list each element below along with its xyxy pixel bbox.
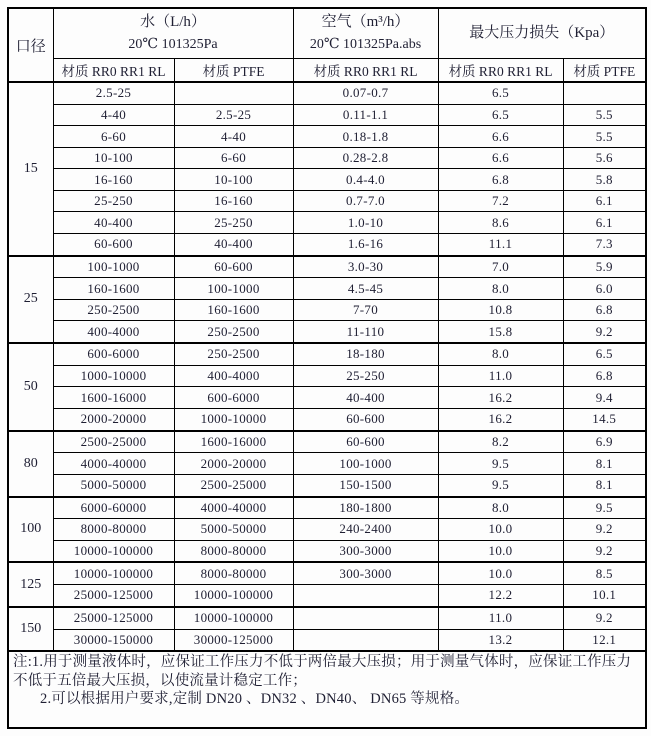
table-row (8, 299, 646, 321)
header-material-water-rr: 材质 RR0 RR1 RL (53, 58, 174, 82)
air-rr-value: 7-70 (293, 299, 438, 321)
water-ptfe-value (174, 82, 293, 104)
pressure-rr-value: 10.0 (438, 562, 563, 584)
air-rr-value: 0.7-7.0 (293, 190, 438, 212)
header-material-water-ptfe: 材质 PTFE (174, 58, 293, 82)
diameter-value: 50 (8, 343, 53, 430)
water-ptfe-value: 4-40 (174, 126, 293, 148)
pressure-rr-value: 15.8 (438, 321, 563, 343)
air-rr-value: 3.0-30 (293, 256, 438, 278)
pressure-ptfe-value: 5.6 (563, 147, 646, 169)
water-ptfe-value: 1000-10000 (174, 408, 293, 430)
header-water (53, 8, 293, 58)
water-ptfe-value: 2500-25000 (174, 474, 293, 496)
air-subtitle: 20℃ 101325Pa.abs (309, 36, 422, 52)
air-rr-value: 1.0-10 (293, 212, 438, 234)
pressure-ptfe-value: 6.1 (563, 212, 646, 234)
pressure-rr-value: 7.0 (438, 256, 563, 278)
water-rr-value: 250-2500 (53, 299, 174, 321)
air-rr-value: 0.28-2.8 (293, 147, 438, 169)
pressure-rr-value: 10.8 (438, 299, 563, 321)
pressure-rr-value: 6.5 (438, 82, 563, 104)
table-header (8, 8, 646, 82)
air-rr-value: 100-1000 (293, 453, 438, 475)
pressure-ptfe-value: 6.8 (563, 299, 646, 321)
water-ptfe-value: 250-2500 (174, 321, 293, 343)
pressure-ptfe-value: 9.5 (563, 497, 646, 519)
water-rr-value: 5000-50000 (53, 474, 174, 496)
air-rr-value: 40-400 (293, 387, 438, 409)
table-row (8, 212, 646, 234)
table-row (8, 629, 646, 651)
air-rr-value: 240-2400 (293, 519, 438, 541)
note-line: 2.可以根据用户要求,定制 DN20 、DN32 、DN40、 DN65 等规格。 (40, 691, 470, 708)
water-rr-value: 60-600 (53, 233, 174, 255)
air-rr-value: 60-600 (293, 431, 438, 453)
pressure-rr-value: 8.0 (438, 497, 563, 519)
pressure-rr-value: 11.0 (438, 365, 563, 387)
water-ptfe-value: 1600-16000 (174, 431, 293, 453)
water-ptfe-value: 8000-80000 (174, 562, 293, 584)
water-rr-value: 100-1000 (53, 256, 174, 278)
air-title: 空气（m³/h） (321, 13, 410, 30)
header-air (293, 8, 438, 58)
table-row (8, 233, 646, 255)
pressure-ptfe-value: 6.1 (563, 190, 646, 212)
water-ptfe-value: 30000-125000 (174, 629, 293, 651)
table-footer (8, 651, 646, 728)
pressure-ptfe-value: 12.1 (563, 629, 646, 651)
water-ptfe-value: 6-60 (174, 147, 293, 169)
header-material-pressure-ptfe: 材质 PTFE (563, 58, 646, 82)
water-subtitle: 20℃ 101325Pa (128, 36, 218, 52)
water-rr-value: 160-1600 (53, 278, 174, 300)
table-row (8, 431, 646, 453)
air-rr-value: 0.18-1.8 (293, 126, 438, 148)
table-row (8, 497, 646, 519)
header-title-row (8, 8, 646, 58)
diameter-value: 15 (8, 82, 53, 256)
pressure-rr-value: 16.2 (438, 408, 563, 430)
notes-row (8, 651, 646, 728)
note-line: 注:1.用于测量液体时，应保证工作压力不低于两倍最大压损；用于测量气体时，应保证工作压力 (13, 654, 632, 671)
table-row (8, 169, 646, 191)
table-row (8, 82, 646, 104)
pressure-rr-value: 6.8 (438, 169, 563, 191)
pressure-ptfe-value: 5.5 (563, 104, 646, 126)
air-rr-value: 180-1800 (293, 497, 438, 519)
pressure-rr-value: 6.6 (438, 126, 563, 148)
air-rr-value (293, 607, 438, 629)
pressure-ptfe-value: 6.5 (563, 343, 646, 365)
air-rr-value: 4.5-45 (293, 278, 438, 300)
water-ptfe-value: 250-2500 (174, 343, 293, 365)
flow-spec-table (7, 7, 647, 729)
table-row (8, 540, 646, 562)
pressure-ptfe-value: 6.8 (563, 365, 646, 387)
diameter-value: 125 (8, 562, 53, 606)
pressure-rr-value: 9.5 (438, 453, 563, 475)
table-row (8, 190, 646, 212)
pressure-ptfe-value: 10.1 (563, 585, 646, 607)
air-rr-value: 150-1500 (293, 474, 438, 496)
water-ptfe-value: 10000-100000 (174, 607, 293, 629)
air-rr-value: 1.6-16 (293, 233, 438, 255)
table-row (8, 387, 646, 409)
table-row (8, 519, 646, 541)
pressure-ptfe-value: 9.2 (563, 607, 646, 629)
table-row (8, 343, 646, 365)
pressure-ptfe-value: 6.0 (563, 278, 646, 300)
water-rr-value: 10-100 (53, 147, 174, 169)
pressure-ptfe-value: 5.9 (563, 256, 646, 278)
pressure-ptfe-value: 8.1 (563, 453, 646, 475)
water-rr-value: 4000-40000 (53, 453, 174, 475)
water-rr-value: 4-40 (53, 104, 174, 126)
water-ptfe-value: 10-100 (174, 169, 293, 191)
air-rr-value: 60-600 (293, 408, 438, 430)
water-ptfe-value: 10000-100000 (174, 585, 293, 607)
air-rr-value (293, 629, 438, 651)
water-rr-value: 30000-150000 (53, 629, 174, 651)
water-ptfe-value: 2000-20000 (174, 453, 293, 475)
water-rr-value: 10000-100000 (53, 540, 174, 562)
water-rr-value: 1000-10000 (53, 365, 174, 387)
header-diameter: 口径 (8, 8, 53, 82)
air-rr-value: 11-110 (293, 321, 438, 343)
air-rr-value: 18-180 (293, 343, 438, 365)
pressure-ptfe-value: 9.2 (563, 321, 646, 343)
water-ptfe-value: 160-1600 (174, 299, 293, 321)
water-rr-value: 2.5-25 (53, 82, 174, 104)
pressure-rr-value: 6.6 (438, 147, 563, 169)
pressure-rr-value: 12.2 (438, 585, 563, 607)
air-rr-value: 25-250 (293, 365, 438, 387)
table-body (8, 82, 646, 651)
pressure-ptfe-value: 9.2 (563, 519, 646, 541)
table-row (8, 607, 646, 629)
water-ptfe-value: 400-4000 (174, 365, 293, 387)
pressure-rr-value: 13.2 (438, 629, 563, 651)
water-ptfe-value: 5000-50000 (174, 519, 293, 541)
water-ptfe-value: 8000-80000 (174, 540, 293, 562)
pressure-rr-value: 10.0 (438, 519, 563, 541)
pressure-rr-value: 11.1 (438, 233, 563, 255)
header-material-row (8, 58, 646, 82)
pressure-rr-value: 7.2 (438, 190, 563, 212)
air-rr-value: 0.07-0.7 (293, 82, 438, 104)
water-ptfe-value: 600-6000 (174, 387, 293, 409)
pressure-rr-value: 9.5 (438, 474, 563, 496)
header-material-air-rr: 材质 RR0 RR1 RL (293, 58, 438, 82)
pressure-ptfe-value: 6.9 (563, 431, 646, 453)
water-rr-value: 40-400 (53, 212, 174, 234)
water-ptfe-value: 4000-40000 (174, 497, 293, 519)
table-row (8, 104, 646, 126)
table-row (8, 562, 646, 584)
note-line: 不低于五倍最大压损，以使流量计稳定工作； (13, 672, 307, 689)
water-rr-value: 6000-60000 (53, 497, 174, 519)
water-ptfe-value: 16-160 (174, 190, 293, 212)
pressure-ptfe-value: 5.8 (563, 169, 646, 191)
pressure-rr-value: 8.6 (438, 212, 563, 234)
table-row (8, 585, 646, 607)
pressure-rr-value: 8.0 (438, 278, 563, 300)
air-rr-value: 0.11-1.1 (293, 104, 438, 126)
air-rr-value: 0.4-4.0 (293, 169, 438, 191)
diameter-value: 80 (8, 431, 53, 497)
table-row (8, 365, 646, 387)
header-material-pressure-rr: 材质 RR0 RR1 RL (438, 58, 563, 82)
diameter-value: 100 (8, 497, 53, 563)
water-rr-value: 2000-20000 (53, 408, 174, 430)
water-rr-value: 2500-25000 (53, 431, 174, 453)
diameter-value: 150 (8, 607, 53, 651)
pressure-ptfe-value: 9.2 (563, 540, 646, 562)
water-rr-value: 25-250 (53, 190, 174, 212)
table-row (8, 408, 646, 430)
table-row (8, 256, 646, 278)
water-rr-value: 6-60 (53, 126, 174, 148)
table-row (8, 453, 646, 475)
pressure-rr-value: 10.0 (438, 540, 563, 562)
pressure-ptfe-value: 7.3 (563, 233, 646, 255)
pressure-rr-value: 11.0 (438, 607, 563, 629)
table-row (8, 147, 646, 169)
header-pressure (438, 8, 646, 58)
pressure-ptfe-value: 5.5 (563, 126, 646, 148)
table-row (8, 474, 646, 496)
water-ptfe-value: 2.5-25 (174, 104, 293, 126)
water-rr-value: 16-160 (53, 169, 174, 191)
water-rr-value: 600-6000 (53, 343, 174, 365)
pressure-ptfe-value: 8.5 (563, 562, 646, 584)
notes (13, 653, 641, 709)
water-rr-value: 10000-100000 (53, 562, 174, 584)
air-rr-value: 300-3000 (293, 540, 438, 562)
table-row (8, 126, 646, 148)
pressure-ptfe-value (563, 82, 646, 104)
pressure-title: 最大压力损失（Kpa） (469, 24, 615, 41)
water-rr-value: 8000-80000 (53, 519, 174, 541)
water-ptfe-value: 100-1000 (174, 278, 293, 300)
table-row (8, 278, 646, 300)
water-rr-value: 25000-125000 (53, 585, 174, 607)
water-rr-value: 1600-16000 (53, 387, 174, 409)
pressure-ptfe-value: 14.5 (563, 408, 646, 430)
pressure-ptfe-value: 9.4 (563, 387, 646, 409)
water-title: 水（L/h） (140, 13, 206, 30)
table-row (8, 321, 646, 343)
water-ptfe-value: 60-600 (174, 256, 293, 278)
pressure-rr-value: 16.2 (438, 387, 563, 409)
pressure-rr-value: 8.2 (438, 431, 563, 453)
water-ptfe-value: 40-400 (174, 233, 293, 255)
water-rr-value: 400-4000 (53, 321, 174, 343)
pressure-rr-value: 6.5 (438, 104, 563, 126)
diameter-value: 25 (8, 256, 53, 343)
water-rr-value: 25000-125000 (53, 607, 174, 629)
pressure-ptfe-value: 8.1 (563, 474, 646, 496)
air-rr-value (293, 585, 438, 607)
air-rr-value: 300-3000 (293, 562, 438, 584)
pressure-rr-value: 8.0 (438, 343, 563, 365)
water-ptfe-value: 25-250 (174, 212, 293, 234)
